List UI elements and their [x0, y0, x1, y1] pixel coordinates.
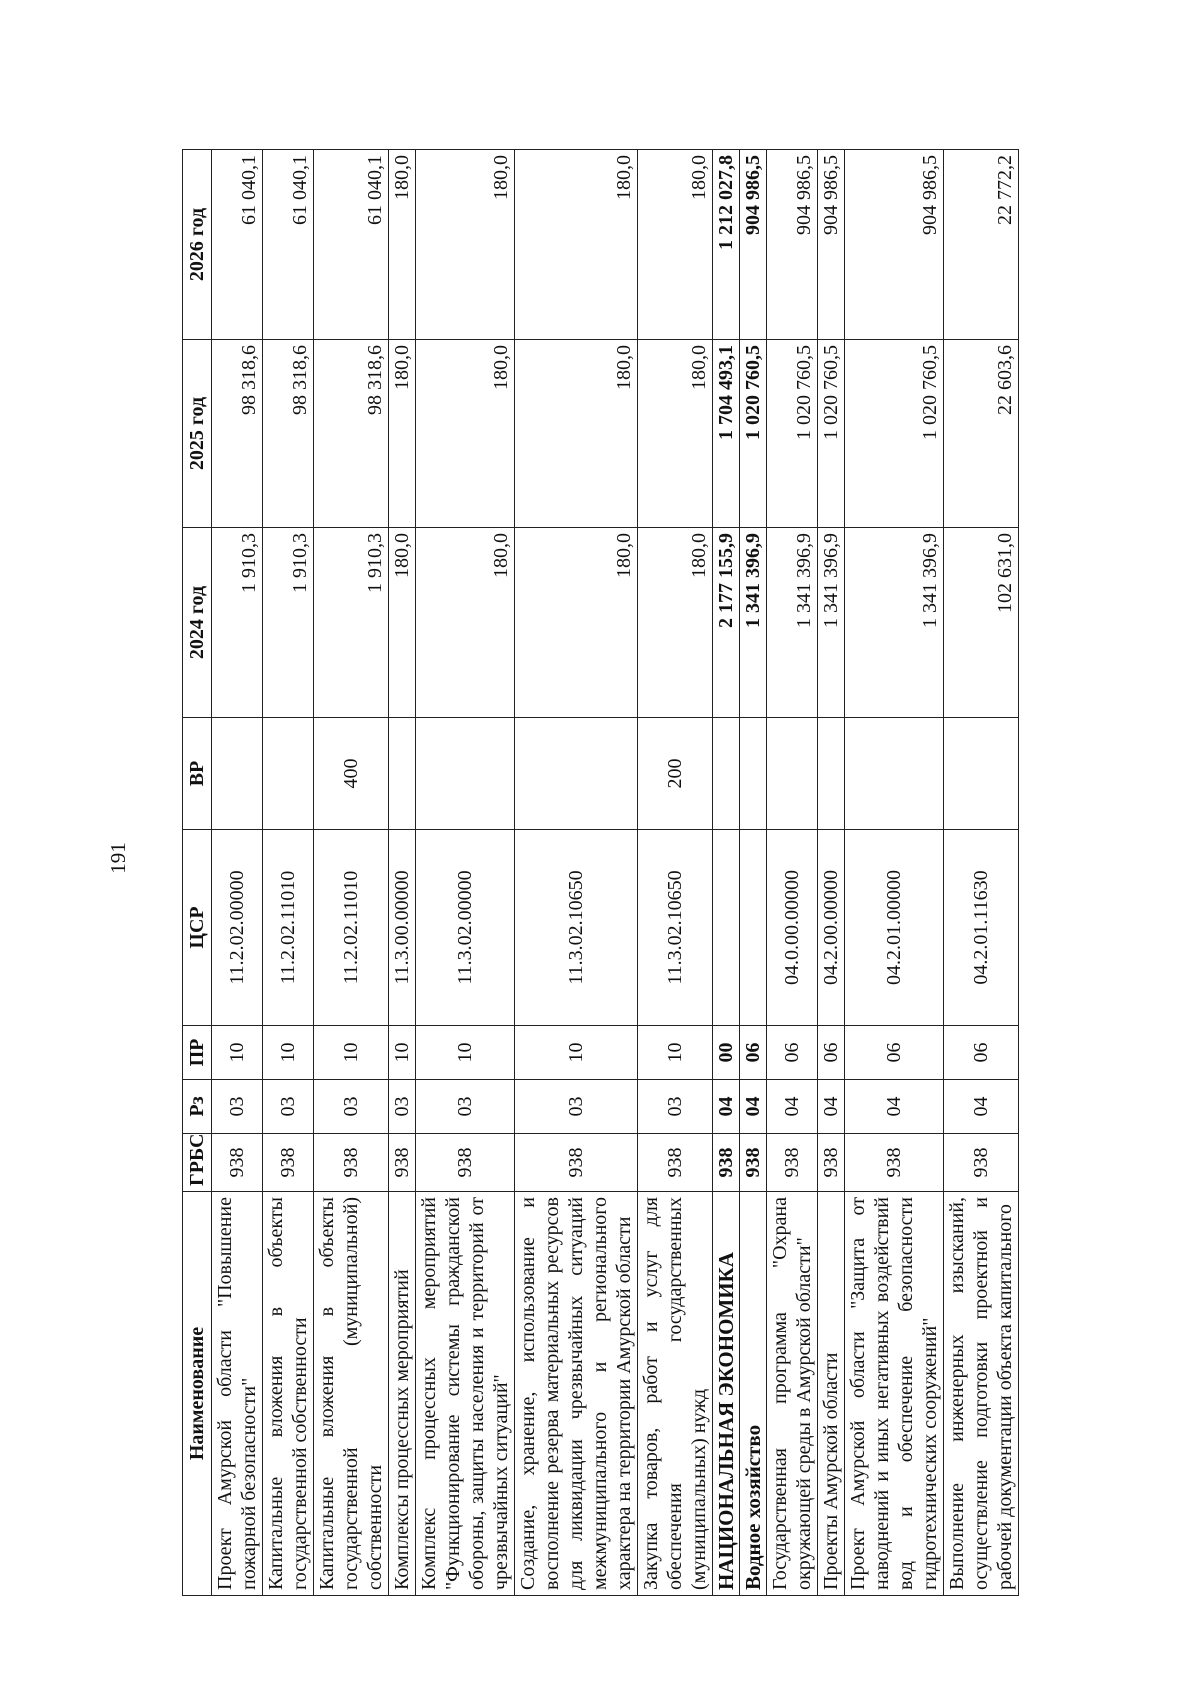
row-2025: 98 318,6: [212, 340, 263, 528]
row-2025: 180,0: [389, 340, 416, 528]
row-name: Выполнение инженерных изысканий, осуществление подготовки проектной и рабочей документации объекта капитального: [944, 1192, 1019, 1596]
row-csr: 11.2.02.11010: [314, 830, 389, 1026]
row-vr: [515, 718, 638, 830]
row-grbs: 938: [212, 1134, 263, 1192]
row-rz: 03: [389, 1080, 416, 1134]
row-name: Комплексы процессных мероприятий: [389, 1192, 416, 1596]
row-csr: 04.2.01.00000: [845, 830, 944, 1026]
row-csr: 11.2.02.00000: [212, 830, 263, 1026]
row-rz: 04: [713, 1080, 740, 1134]
row-csr: 11.2.02.11010: [263, 830, 314, 1026]
row-name: Проекты Амурской области: [818, 1192, 845, 1596]
row-vr: [212, 718, 263, 830]
header-2026: 2026 год: [183, 150, 212, 340]
row-2024: 1 910,3: [263, 528, 314, 718]
row-rz: 04: [845, 1080, 944, 1134]
row-rz: 03: [515, 1080, 638, 1134]
row-grbs: 938: [389, 1134, 416, 1192]
row-2026: 904 986,5: [740, 150, 767, 340]
row-csr: [713, 830, 740, 1026]
row-pr: 10: [212, 1026, 263, 1080]
table-row: [767, 150, 818, 1596]
row-vr: 400: [314, 718, 389, 830]
row-rz: 04: [818, 1080, 845, 1134]
table-row: [389, 150, 416, 1596]
row-pr: 10: [389, 1026, 416, 1080]
row-csr: [740, 830, 767, 1026]
row-pr: 06: [845, 1026, 944, 1080]
row-grbs: 938: [713, 1134, 740, 1192]
row-csr: 11.3.02.10650: [638, 830, 713, 1026]
row-rz: 04: [740, 1080, 767, 1134]
row-2026: 180,0: [515, 150, 638, 340]
row-name: НАЦИОНАЛЬНАЯ ЭКОНОМИКА: [713, 1192, 740, 1596]
row-pr: 06: [740, 1026, 767, 1080]
budget-table-container: [182, 150, 1062, 1596]
header-csr: ЦСР: [183, 830, 212, 1026]
row-2025: 180,0: [416, 340, 515, 528]
row-vr: [740, 718, 767, 830]
row-name: Комплекс процессных мероприятий "Функционирование системы гражданской обороны, защиты населения и территорий от чрезвычайных ситуаций": [416, 1192, 515, 1596]
row-grbs: 938: [740, 1134, 767, 1192]
row-2025: 1 020 760,5: [818, 340, 845, 528]
row-pr: 00: [713, 1026, 740, 1080]
table-row: [212, 150, 263, 1596]
row-2025: 180,0: [638, 340, 713, 528]
header-2024: 2024 год: [183, 528, 212, 718]
header-name: Наименование: [183, 1192, 212, 1596]
row-vr: [416, 718, 515, 830]
row-2025: 1 020 760,5: [845, 340, 944, 528]
row-csr: 04.0.00.00000: [767, 830, 818, 1026]
table-row-subsection: [740, 150, 767, 1596]
table-row: [263, 150, 314, 1596]
row-rz: 03: [263, 1080, 314, 1134]
row-2026: 904 986,5: [818, 150, 845, 340]
table-row: [314, 150, 389, 1596]
table-row: [638, 150, 713, 1596]
row-grbs: 938: [845, 1134, 944, 1192]
row-name: Водное хозяйство: [740, 1192, 767, 1596]
row-2025: 98 318,6: [263, 340, 314, 528]
page-number: 191: [106, 842, 130, 874]
row-rz: 04: [944, 1080, 1019, 1134]
header-vr: ВР: [183, 718, 212, 830]
row-2026: 180,0: [638, 150, 713, 340]
row-rz: 03: [638, 1080, 713, 1134]
row-csr: 11.3.00.00000: [389, 830, 416, 1026]
row-vr: [389, 718, 416, 830]
table-row: [416, 150, 515, 1596]
row-name: Создание, хранение, использование и восполнение резерва материальных ресурсов для ликвидации чрезвычайных ситуаций межмуниципального и регионального характера на территории Амурской области: [515, 1192, 638, 1596]
row-name: Закупка товаров, работ и услуг для обеспечения государственных (муниципальных) нужд: [638, 1192, 713, 1596]
row-grbs: 938: [515, 1134, 638, 1192]
row-vr: [713, 718, 740, 830]
row-2024: 1 341 396,9: [845, 528, 944, 718]
row-2025: 1 020 760,5: [767, 340, 818, 528]
table-header-row: [183, 150, 212, 1596]
row-grbs: 938: [314, 1134, 389, 1192]
row-pr: 06: [767, 1026, 818, 1080]
row-2024: 1 341 396,9: [740, 528, 767, 718]
row-2025: 22 603,6: [944, 340, 1019, 528]
row-2024: 180,0: [389, 528, 416, 718]
row-2026: 22 772,2: [944, 150, 1019, 340]
row-grbs: 938: [416, 1134, 515, 1192]
row-csr: 11.3.02.10650: [515, 830, 638, 1026]
row-2024: 1 910,3: [212, 528, 263, 718]
row-2026: 61 040,1: [212, 150, 263, 340]
row-vr: [845, 718, 944, 830]
row-name: Капитальные вложения в объекты государственной (муниципальной) собственности: [314, 1192, 389, 1596]
row-2026: 180,0: [389, 150, 416, 340]
row-pr: 10: [263, 1026, 314, 1080]
row-grbs: 938: [944, 1134, 1019, 1192]
row-2026: 904 986,5: [767, 150, 818, 340]
row-2025: 1 020 760,5: [740, 340, 767, 528]
row-pr: 10: [515, 1026, 638, 1080]
row-grbs: 938: [818, 1134, 845, 1192]
row-2024: 1 341 396,9: [767, 528, 818, 718]
row-2026: 180,0: [416, 150, 515, 340]
row-csr: 11.3.02.00000: [416, 830, 515, 1026]
row-2024: 180,0: [416, 528, 515, 718]
row-vr: [263, 718, 314, 830]
header-grbs: ГРБС: [183, 1134, 212, 1192]
table-row-section: [713, 150, 740, 1596]
table-row: [845, 150, 944, 1596]
row-rz: 03: [416, 1080, 515, 1134]
row-2026: 61 040,1: [314, 150, 389, 340]
row-2024: 102 631,0: [944, 528, 1019, 718]
row-grbs: 938: [263, 1134, 314, 1192]
row-pr: 10: [638, 1026, 713, 1080]
row-grbs: 938: [638, 1134, 713, 1192]
table-row: [818, 150, 845, 1596]
row-2024: 180,0: [515, 528, 638, 718]
row-name: Государственная программа "Охрана окружающей среды в Амурской области": [767, 1192, 818, 1596]
row-vr: [944, 718, 1019, 830]
header-rz: Рз: [183, 1080, 212, 1134]
row-vr: [818, 718, 845, 830]
row-pr: 06: [818, 1026, 845, 1080]
row-name: Проект Амурской области "Защита от наводнений и иных негативных воздействий вод и обеспечение безопасности гидротехнических сооружений": [845, 1192, 944, 1596]
row-2026: 904 986,5: [845, 150, 944, 340]
header-pr: ПР: [183, 1026, 212, 1080]
row-2026: 1 212 027,8: [713, 150, 740, 340]
row-rz: 04: [767, 1080, 818, 1134]
row-vr: 200: [638, 718, 713, 830]
row-rz: 03: [314, 1080, 389, 1134]
row-name: Проект Амурской области "Повышение пожарной безопасности": [212, 1192, 263, 1596]
row-2024: 1 910,3: [314, 528, 389, 718]
row-pr: 10: [314, 1026, 389, 1080]
table-row: [515, 150, 638, 1596]
row-2024: 180,0: [638, 528, 713, 718]
row-csr: 04.2.00.00000: [818, 830, 845, 1026]
row-2025: 1 704 493,1: [713, 340, 740, 528]
row-vr: [767, 718, 818, 830]
row-2025: 98 318,6: [314, 340, 389, 528]
row-2024: 2 177 155,9: [713, 528, 740, 718]
row-pr: 06: [944, 1026, 1019, 1080]
row-2024: 1 341 396,9: [818, 528, 845, 718]
table-row: [944, 150, 1019, 1596]
row-2026: 61 040,1: [263, 150, 314, 340]
row-pr: 10: [416, 1026, 515, 1080]
row-csr: 04.2.01.11630: [944, 830, 1019, 1026]
row-2025: 180,0: [515, 340, 638, 528]
row-grbs: 938: [767, 1134, 818, 1192]
row-name: Капитальные вложения в объекты государственной собственности: [263, 1192, 314, 1596]
row-rz: 03: [212, 1080, 263, 1134]
header-2025: 2025 год: [183, 340, 212, 528]
budget-table: [182, 149, 1019, 1596]
